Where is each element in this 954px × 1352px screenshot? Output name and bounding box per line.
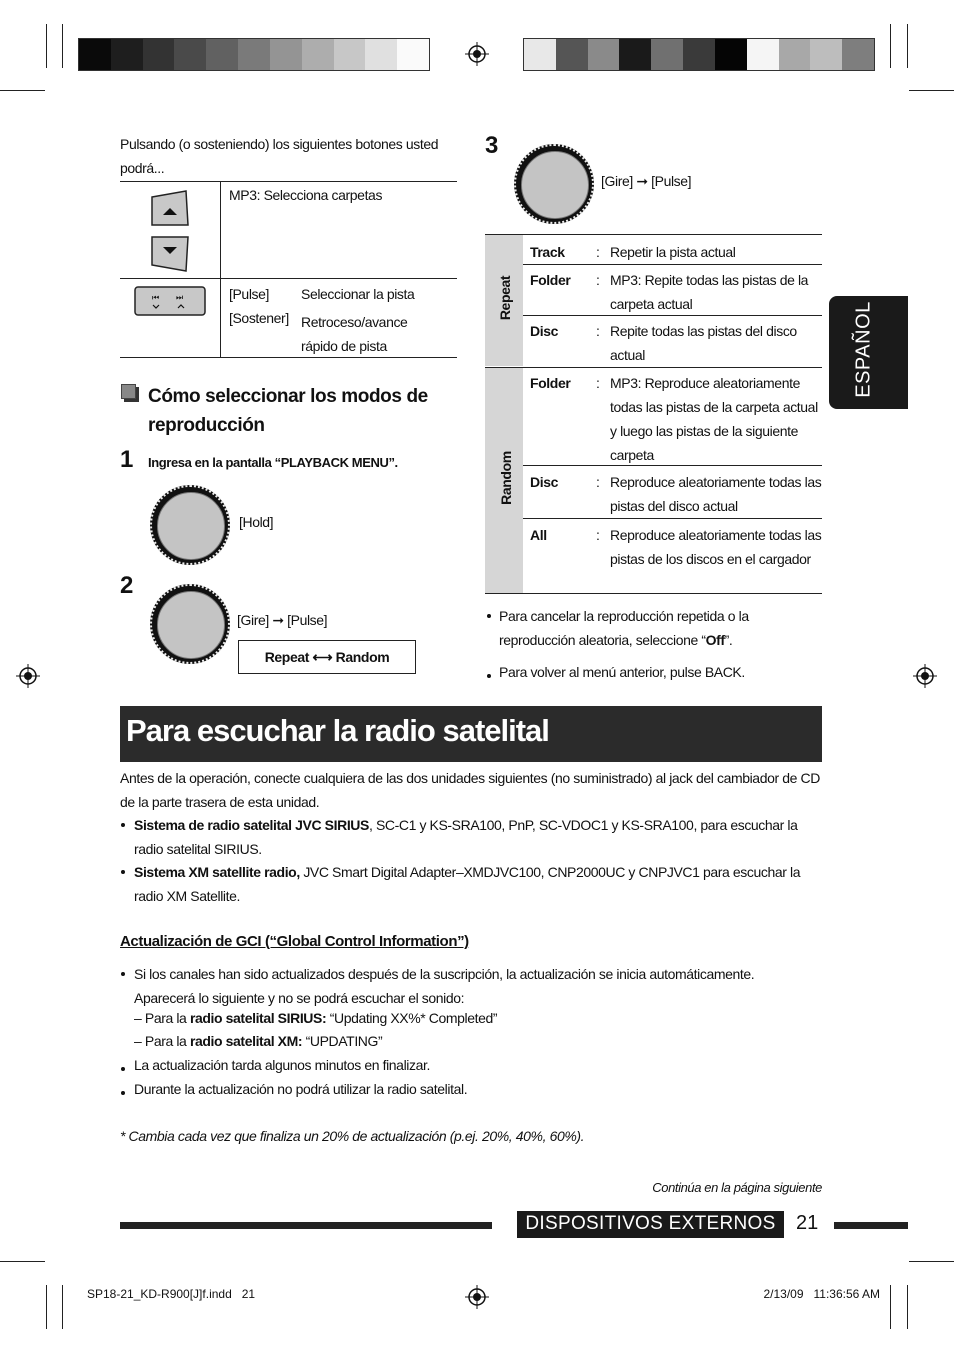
body-intro: Antes de la operación, conecte cualquiera de las dos unidades siguientes (no suministrado) al jack del cambiador de CD de la parte trasera de esta unidad. <box>120 770 820 810</box>
table-rule <box>120 181 457 182</box>
crop-mark <box>907 24 908 68</box>
mode-name: Disc <box>530 474 558 490</box>
row2-hold: [Sostener] <box>229 310 289 326</box>
table-rule <box>523 264 822 265</box>
arrow-right-icon: ➞ <box>636 173 652 189</box>
footnote: * Cambia cada vez que finaliza un 20% de actualización (p.ej. 20%, 40%, 60%). <box>120 1128 585 1144</box>
table-rule <box>485 234 822 235</box>
mode-desc: Reproduce aleatoriamente todas las pistas de los discos en el cargador <box>610 527 822 567</box>
mode-name: All <box>530 527 547 543</box>
mode-sep: : <box>596 474 600 490</box>
repeat-group-label: Repeat <box>497 275 513 321</box>
table-rule <box>485 367 822 368</box>
table-rule <box>523 518 822 519</box>
crop-mark <box>0 1261 45 1262</box>
color-bar-right <box>523 38 875 71</box>
step-number: 1 <box>120 446 134 473</box>
mode-desc: Repetir la pista actual <box>610 244 736 260</box>
control-dial-icon <box>150 485 230 565</box>
control-dial-icon <box>514 144 594 224</box>
row2-hold-desc: Retroceso/avance rápido de pista <box>301 314 408 354</box>
step3-labels <box>601 173 691 190</box>
mode-sep: : <box>596 272 600 288</box>
mode-name: Disc <box>530 323 558 339</box>
footer-section: DISPOSITIVOS EXTERNOS <box>525 1213 776 1234</box>
folder-up-button-icon <box>148 189 192 229</box>
footer-rule <box>120 1222 492 1229</box>
note-back: Para volver al menú anterior, pulse BACK. <box>499 664 745 680</box>
bullet <box>121 870 125 874</box>
svg-text:⏮: ⏮ <box>152 293 160 302</box>
gci-xm: – Para la radio satelital XM: “UPDATING” <box>134 1033 383 1049</box>
step1-text: Ingresa en la pantalla “PLAYBACK MENU”. <box>148 455 398 470</box>
gci-subhead: Actualización de GCI (“Global Control Information”) <box>120 933 469 950</box>
mode-sep: : <box>596 375 600 391</box>
row2-pulse-desc: Seleccionar la pista <box>301 286 415 302</box>
random-group-label: Random <box>498 451 514 505</box>
random-option: Random <box>335 649 390 665</box>
mode-desc: Reproduce aleatoriamente todas las pistas del disco actual <box>610 474 822 514</box>
step-number: 2 <box>120 572 134 599</box>
double-arrow-icon: ⟷ <box>312 649 336 665</box>
pulse-label: [Pulse] <box>287 612 328 628</box>
step-number: 3 <box>485 132 499 159</box>
mode-desc: MP3: Repite todas las pistas de la carpeta actual <box>610 272 809 312</box>
intro-text: Pulsando (o sosteniendo) los siguientes botones usted podrá... <box>120 136 439 176</box>
section-title: Cómo seleccionar los modos de reproducción <box>148 386 428 436</box>
row2-pulse: [Pulse] <box>229 286 269 302</box>
crop-mark <box>909 90 954 91</box>
gci-sirius: – Para la radio satelital SIRIUS: “Updating XX%* Completed” <box>134 1010 498 1026</box>
color-bar-left <box>78 38 430 71</box>
gci-item: Si los canales han sido actualizados después de la suscripción, la actualización se inicia automáticamente. Aparecerá lo siguiente y no se podrá escuchar el sonido: <box>134 966 755 1006</box>
footer-rule <box>834 1222 908 1229</box>
bullet <box>121 972 125 976</box>
step2-labels <box>237 612 327 629</box>
repeat-random-box <box>238 640 416 674</box>
crop-mark <box>62 24 63 68</box>
section-square-icon <box>121 384 136 399</box>
crop-mark <box>0 90 45 91</box>
pulse-label: [Pulse] <box>651 173 692 189</box>
footer-section-box <box>517 1211 784 1238</box>
row1-text: MP3: Selecciona carpetas <box>229 187 383 203</box>
section-banner <box>120 706 822 762</box>
registration-mark-icon <box>913 664 937 688</box>
crop-mark <box>890 1285 891 1329</box>
folder-down-button-icon <box>148 233 192 273</box>
banner-title: Para escuchar la radio satelital <box>126 713 549 748</box>
gci-item: La actualización tarda algunos minutos en finalizar. <box>134 1057 430 1073</box>
track-skip-button-icon <box>134 285 206 317</box>
mode-name: Folder <box>530 375 571 391</box>
mode-desc: MP3: Reproduce aleatoriamente todas las pistas de la carpeta actual y luego las pistas de la siguiente carpeta <box>610 375 818 463</box>
mode-sep: : <box>596 244 600 260</box>
crop-mark <box>46 1285 47 1329</box>
file-slug: SP18-21_KD-R900[J]f.indd 21 <box>87 1287 256 1301</box>
bullet <box>487 674 491 678</box>
registration-mark-icon <box>465 1285 489 1309</box>
mode-desc: Repite todas las pistas del disco actual <box>610 323 797 363</box>
xm-item: Sistema XM satellite radio, JVC Smart Digital Adapter–XMDJVC100, CNP2000UC y CNPJVC1 para escuchar la radio XM Satellite. <box>134 864 801 904</box>
sirius-item: Sistema de radio satelital JVC SIRIUS, SC-C1 y KS-SRA100, PnP, SC-VDOC1 y KS-SRA100, para escuchar la radio satelital SIRIUS. <box>134 817 798 857</box>
gire-label: [Gire] <box>601 173 633 189</box>
mode-sep: : <box>596 527 600 543</box>
continue-note: Continúa en la página siguiente <box>652 1180 822 1195</box>
svg-text:⏭: ⏭ <box>176 293 184 302</box>
mode-name: Track <box>530 244 565 260</box>
arrow-right-icon: ➞ <box>272 612 288 628</box>
mode-name: Folder <box>530 272 571 288</box>
crop-mark <box>909 1261 954 1262</box>
crop-mark <box>890 24 891 68</box>
registration-mark-icon <box>16 664 40 688</box>
crop-mark <box>46 24 47 68</box>
page-number: 21 <box>796 1212 819 1234</box>
table-rule <box>220 181 221 358</box>
registration-mark-icon <box>465 42 489 66</box>
bullet <box>487 614 491 618</box>
table-rule <box>120 278 457 279</box>
mode-sep: : <box>596 323 600 339</box>
repeat-option: Repeat <box>264 649 309 665</box>
crop-mark <box>62 1285 63 1329</box>
table-rule <box>485 593 822 594</box>
bullet <box>121 823 125 827</box>
gire-label: [Gire] <box>237 612 269 628</box>
note-cancel: Para cancelar la reproducción repetida o la reproducción aleatoria, seleccione “Off”. <box>499 608 749 648</box>
bullet <box>121 1091 125 1095</box>
bullet <box>121 1067 125 1071</box>
gci-item: Durante la actualización no podrá utilizar la radio satelital. <box>134 1081 468 1097</box>
language-tab-label: ESPAÑOL <box>852 301 875 398</box>
crop-mark <box>907 1285 908 1329</box>
print-date: 2/13/09 11:36:56 AM <box>763 1287 880 1301</box>
step1-knob-label: [Hold] <box>239 514 274 530</box>
language-tab <box>829 296 908 409</box>
control-dial-icon <box>150 584 230 664</box>
